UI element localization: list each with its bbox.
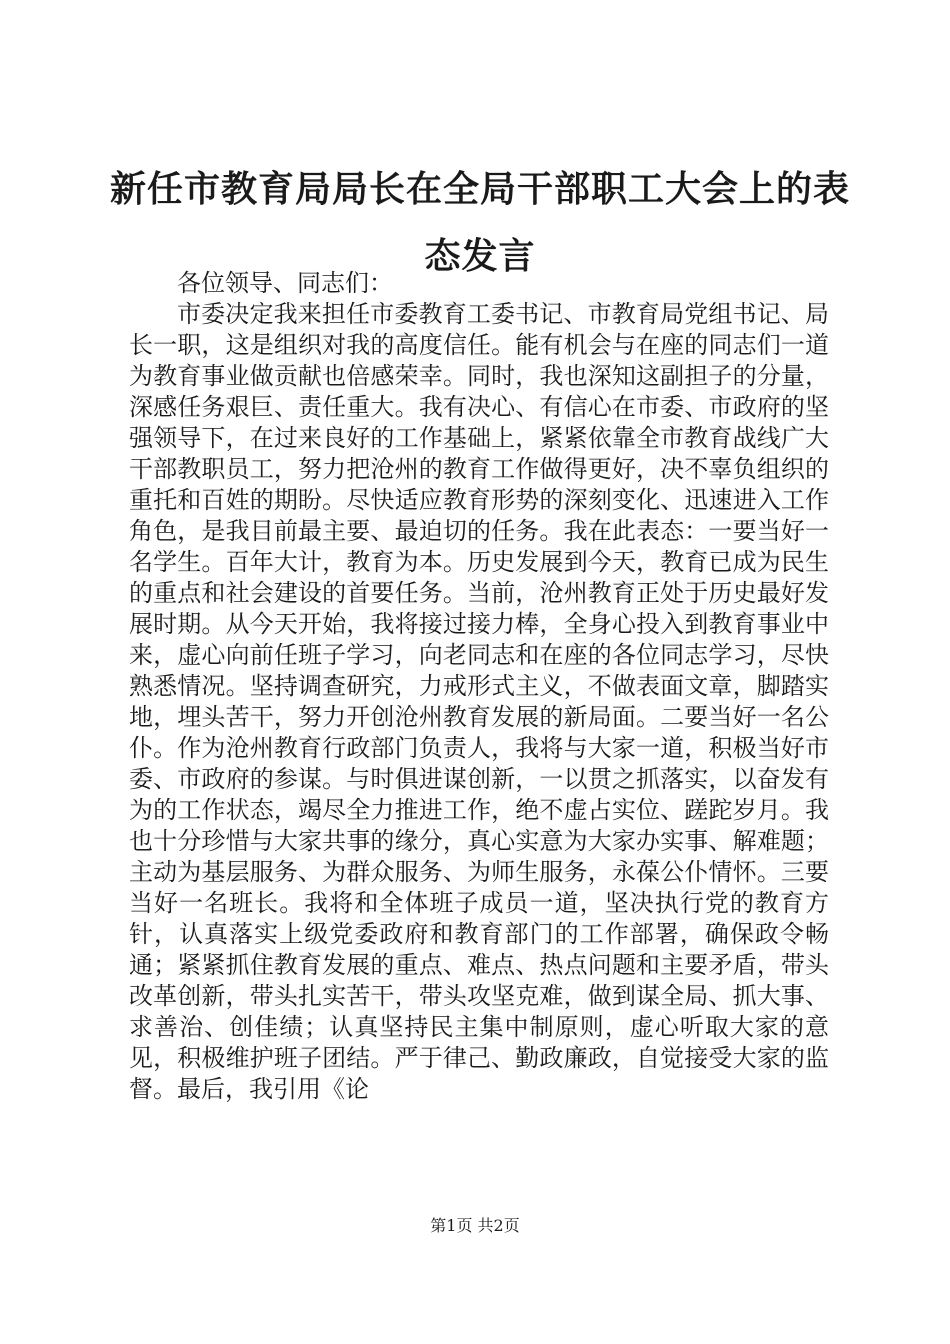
document-title: 新任市教育局局长在全局干部职工大会上的表态发言 [109,168,850,277]
salutation: 各位领导、同志们： [177,269,393,297]
body-paragraph: 市委决定我来担任市委教育工委书记、市教育局党组书记、局长一职，这是组织对我的高度信任。能有机会与在座的同志们一道为教育事业做贡献也倍感荣幸。同时，我也深知这副担子的分量，深感任务艰巨、责任重大。我有决心、有信心在市委、市政府的坚强领导下，在过来良好的工作基础上，紧紧依靠全市教育战线广大干部教职员工，努力把沧州的教育工作做得更好，决不辜负组织的重托和百姓的期盼。尽快适应教育形势的深刻变化、迅速进入工作角色，是我目前最主要、最迫切的任务。我在此表态：一要当好一名学生。百年大计，教育为本。历史发展到今天，教育已成为民生的重点和社会建设的首要任务。当前，沧州教育正处于历史最好发展时期。从今天开始，我将接过接力棒，全身心投入到教育事业中来，虚心向前任班子学习，向老同志和在座的各位同志学习，尽快熟悉情况。坚持调查研究，力戒形式主义，不做表面文章，脚踏实地，埋头苦干，努力开创沧州教育发展的新局面。二要当好一名公仆。作为沧州教育行政部门负责人，我将与大家一道，积极当好市委、市政府的参谋。与时俱进谋创新，一以贯之抓落实，以奋发有为的工作状态，竭尽全力推进工作，绝不虚占实位、蹉跎岁月。我也十分珍惜与大家共事的缘分，真心实意为大家办实事、解难题；主动为基层服务、为群众服务、为师生服务，永葆公仆情怀。三要当好一名班长。我将和全体班子成员一道，坚决执行党的教育方针，认真落实上级党委政府和教育部门的工作部署，确保政令畅通；紧紧抓住教育发展的重点、难点、热点问题和主要矛盾，带头改革创新，带头扎实苦干，带头攻坚克难，做到谋全局、抓大事、求善治、创佳绩；认真坚持民主集中制原则，虚心听取大家的意见，积极维护班子团结。严于律己、勤政廉政，自觉接受大家的监督。最后，我引用《论 [129,300,829,1103]
document-body [129,268,829,1105]
page-footer: 第1页 共2页 [430,1216,520,1235]
